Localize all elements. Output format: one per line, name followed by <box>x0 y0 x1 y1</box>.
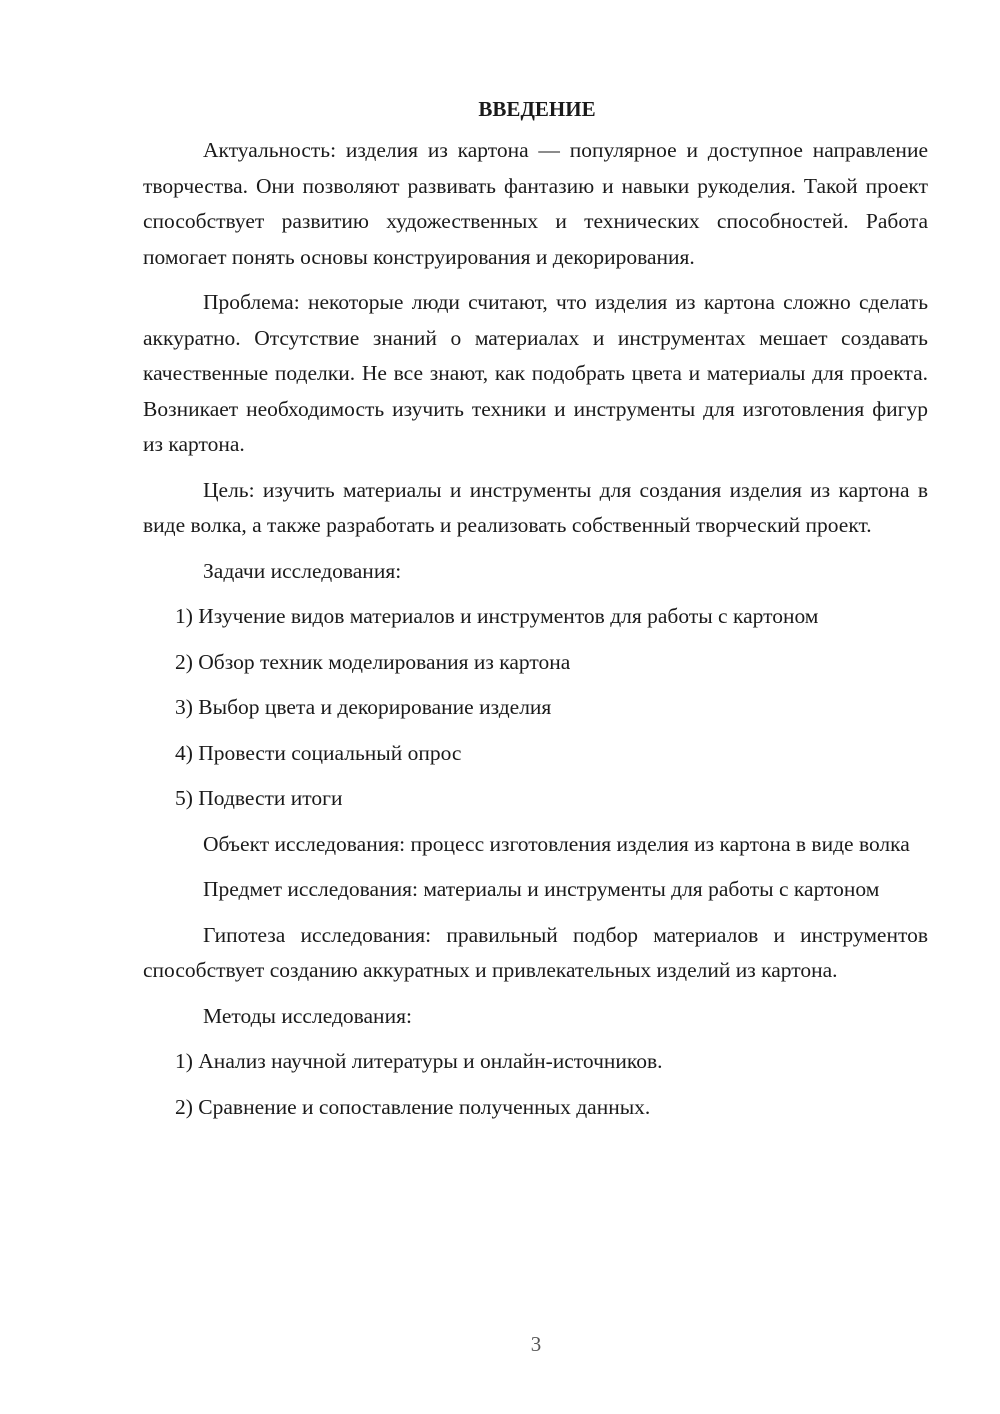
paragraph-subject: Предмет исследования: материалы и инструменты для работы с картоном <box>203 877 880 901</box>
paragraph-object: Объект исследования: процесс изготовления изделия из картона в виде волка <box>203 831 910 856</box>
task-item: 5) Подвести итоги <box>175 786 343 810</box>
method-item: 1) Анализ научной литературы и онлайн-источников. <box>175 1049 663 1073</box>
task-item: 4) Провести социальный опрос <box>175 740 462 765</box>
task-item: 1) Изучение видов материалов и инструментов для работы с картоном <box>175 604 819 628</box>
methods-heading: Методы исследования: <box>203 1003 412 1028</box>
method-item: 2) Сравнение и сопоставление полученных данных. <box>175 1094 651 1119</box>
task-item: 3) Выбор цвета и декорирование изделия <box>175 695 552 719</box>
paragraph-problem: Проблема: некоторые люди считают, что изделия из картона сложно сделать аккуратно. Отсутствие знаний о материалах и инструментах мешает создавать качественные поделки. Не все знают, как подобрать цвета и материалы для проекта. Возникает необходимость изучить техники и инструменты для изготовления фигур из картона. <box>143 290 928 456</box>
section-title: ВВЕДЕНИЕ <box>478 97 596 121</box>
paragraph-relevance: Актуальность: изделия из картона — популярное и доступное направление творчества. Они позволяют развивать фантазию и навыки рукоделия. Такой проект способствует развитию художественных и технических способностей. Работа помогает понять основы конструирования и декорирования. <box>143 138 928 269</box>
paragraph-goal: Цель: изучить материалы и инструменты для создания изделия из картона в виде волка, а также разработать и реализовать собственный творческий проект. <box>143 477 928 537</box>
task-item: 2) Обзор техник моделирования из картона <box>175 649 571 674</box>
tasks-heading: Задачи исследования: <box>203 558 402 583</box>
document-page <box>143 92 928 1135</box>
paragraph-hypothesis: Гипотеза исследования: правильный подбор материалов и инструментов способствует созданию аккуратных и привлекательных изделий из картона. <box>143 922 928 982</box>
page-number: 3 <box>530 1332 542 1356</box>
